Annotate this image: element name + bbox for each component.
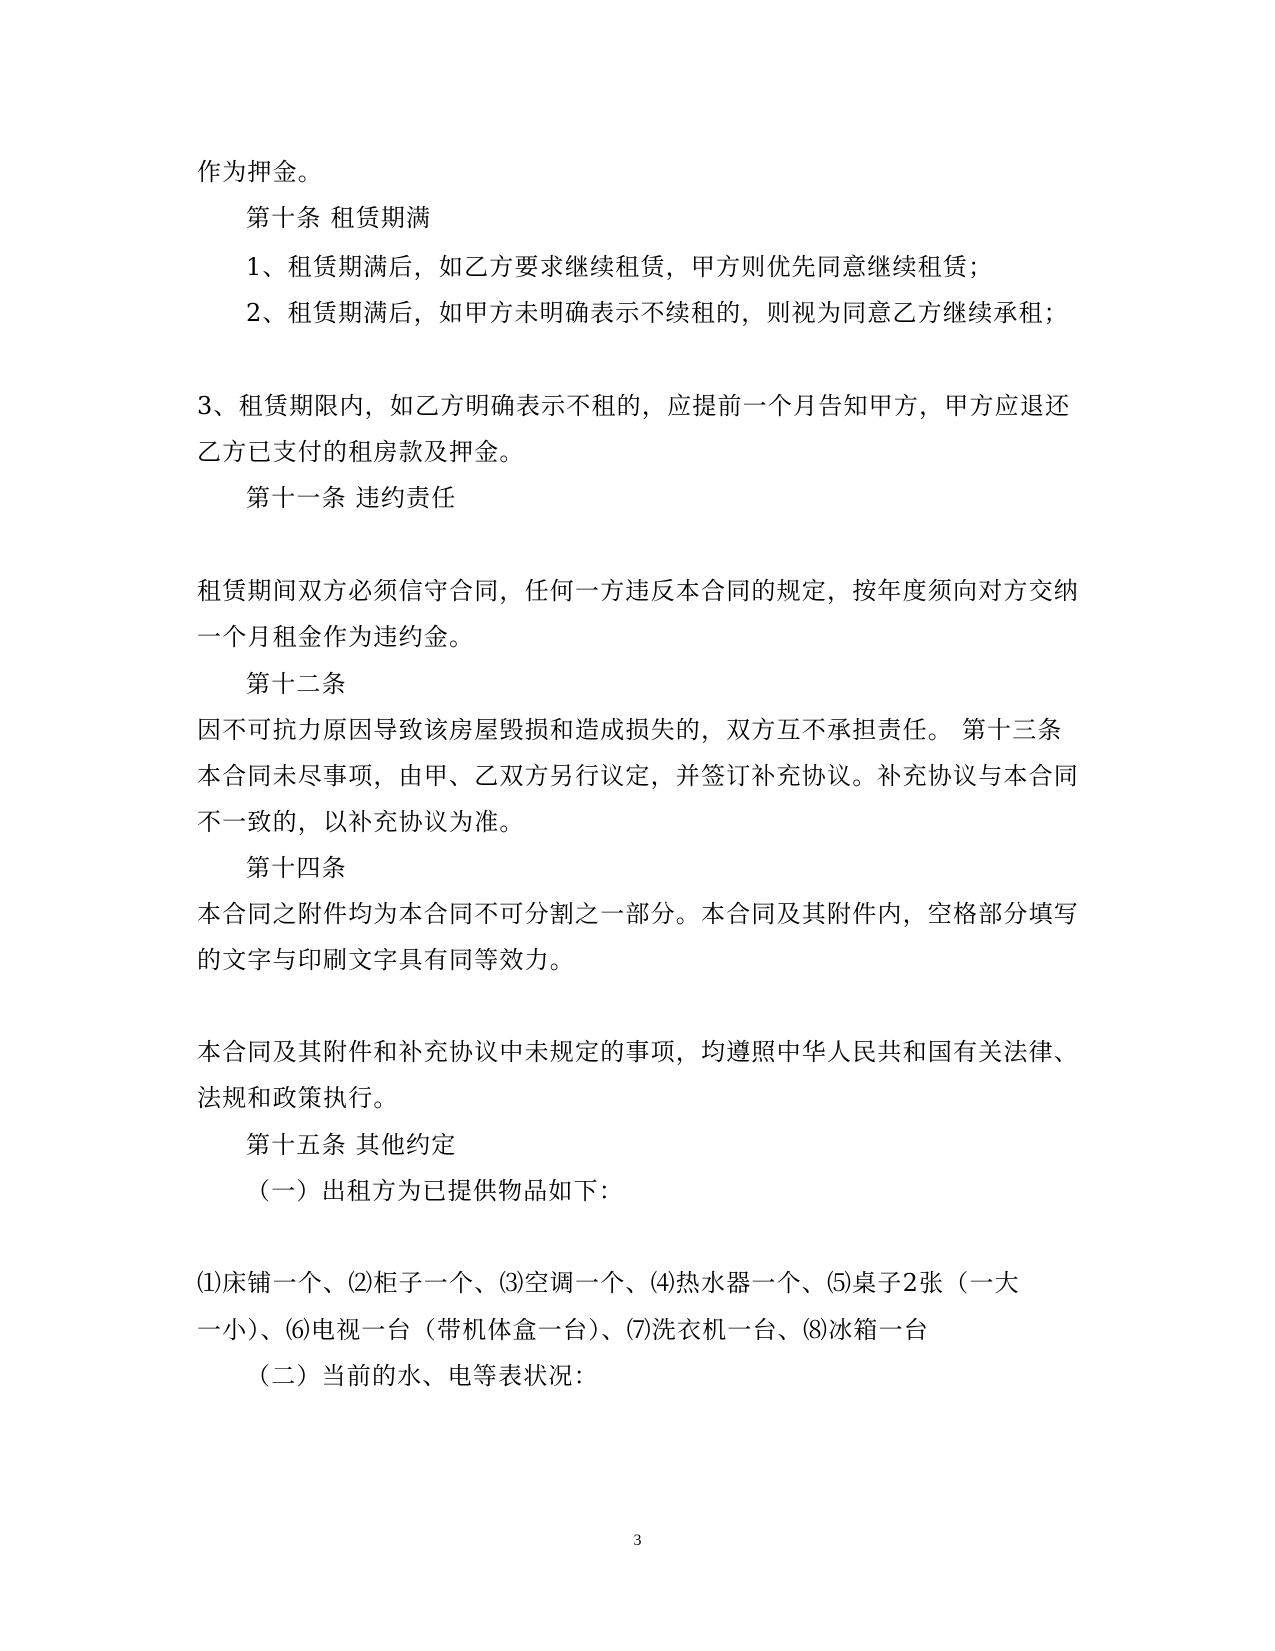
article-heading: 第十一条 违约责任 xyxy=(246,484,457,512)
article-heading: 第十五条 其他约定 xyxy=(246,1131,457,1159)
text-line: 不一致的，以补充协议为准。 xyxy=(197,808,525,836)
text-line: 本合同及其附件和补充协议中未规定的事项，均遵照中华人民共和国有关法律、 xyxy=(197,1038,1079,1066)
text-line: 乙方已支付的租房款及押金。 xyxy=(197,438,525,466)
text-line: 本合同未尽事项，由甲、乙双方另行议定，并签订补充协议。补充协议与本合同 xyxy=(197,762,1079,790)
text-line: 法规和政策执行。 xyxy=(197,1084,399,1112)
text-line: 2、租赁期满后，如甲方未明确表示不续租的，则视为同意乙方继续承租； xyxy=(246,299,1069,327)
text-line: 的文字与印刷文字具有同等效力。 xyxy=(197,946,575,974)
text-line: （二）当前的水、电等表状况： xyxy=(246,1362,599,1390)
text-line: 3、租赁期限内，如乙方明确表示不租的，应提前一个月告知甲方，甲方应退还 xyxy=(197,392,1071,420)
text-line: 1、租赁期满后，如乙方要求继续租赁，甲方则优先同意继续租赁； xyxy=(246,253,994,281)
text-line: 租赁期间双方必须信守合同，任何一方违反本合同的规定，按年度须向对方交纳 xyxy=(197,577,1079,605)
text-line: 作为押金。 xyxy=(197,158,323,186)
article-heading: 第十二条 xyxy=(246,670,347,698)
page-number: 3 xyxy=(633,1532,642,1549)
text-line: ⑴床铺一个、⑵柜子一个、⑶空调一个、⑷热水器一个、⑸桌子2张（一大 xyxy=(197,1269,1020,1297)
text-line: 本合同之附件均为本合同不可分割之一部分。本合同及其附件内，空格部分填写 xyxy=(197,900,1079,928)
text-line: 一个月租金作为违约金。 xyxy=(197,623,475,651)
text-line: 因不可抗力原因导致该房屋毁损和造成损失的，双方互不承担责任。 第十三条 xyxy=(197,716,1063,744)
article-heading: 第十条 租赁期满 xyxy=(246,204,432,232)
text-line: （一）出租方为已提供物品如下： xyxy=(246,1177,624,1205)
text-line: 一小）、⑹电视一台（带机体盒一台）、⑺洗衣机一台、⑻冰箱一台 xyxy=(197,1316,929,1344)
article-heading: 第十四条 xyxy=(246,854,347,882)
